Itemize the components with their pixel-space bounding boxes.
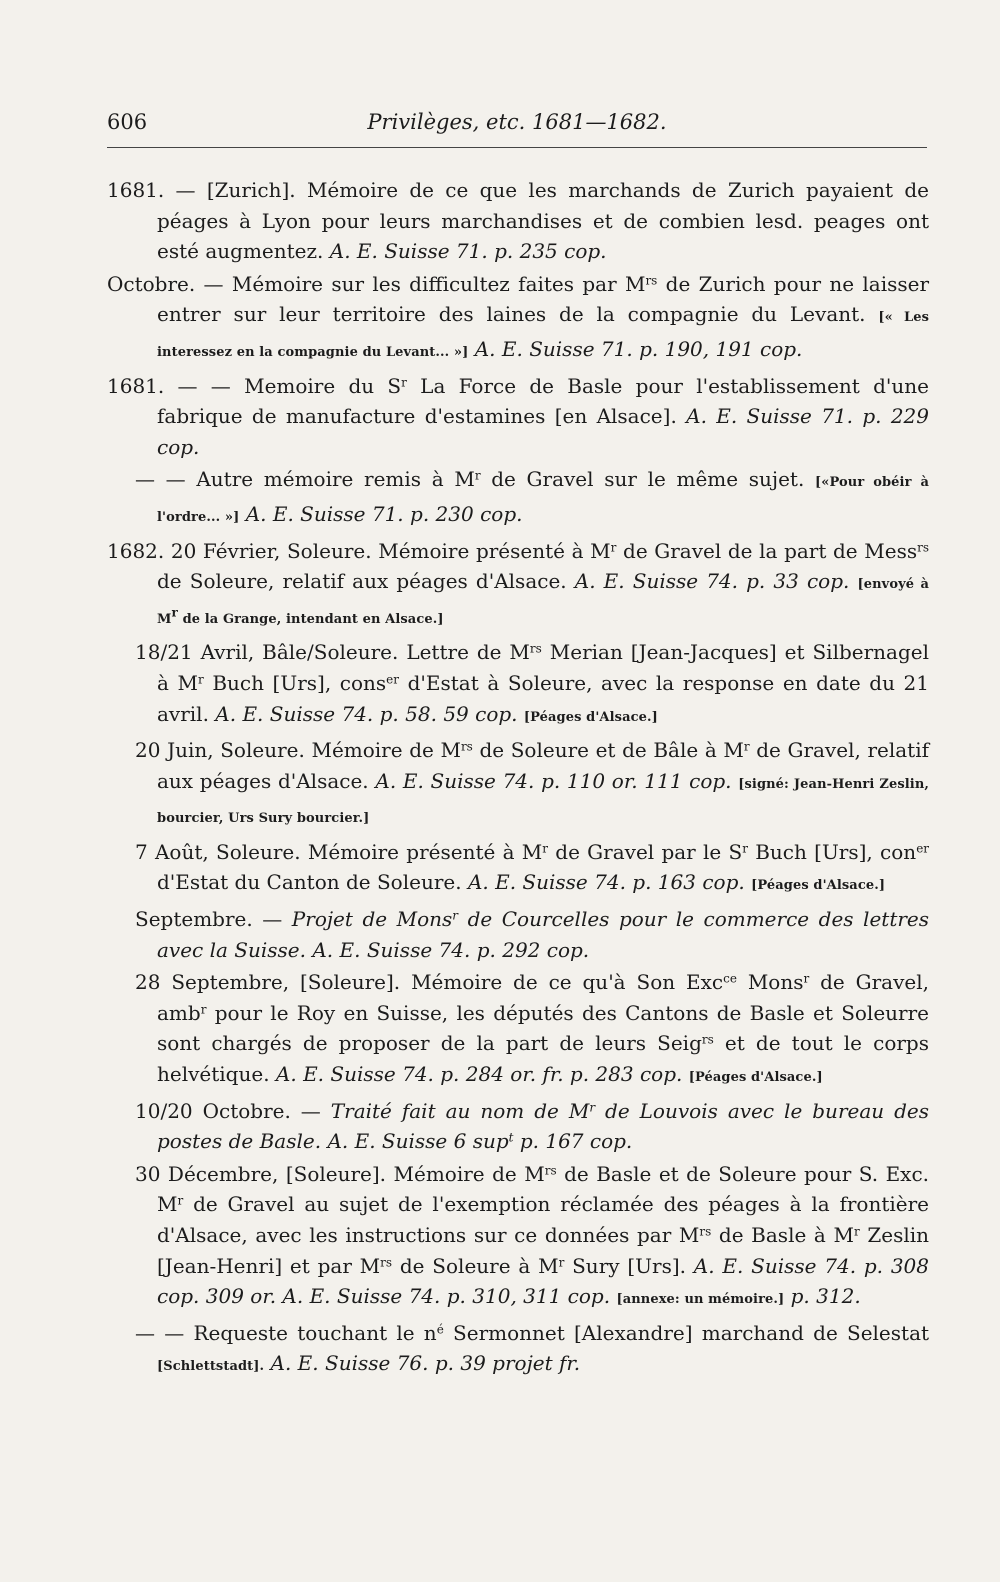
superscript: r [610,539,617,554]
superscript: r [474,468,481,483]
entry-text: de Gravel au sujet de l'exemption réclamée des péages à la frontière d'Alsace, avec les instructions sur ce données par M [157,1192,929,1247]
entry-date: 30 Décembre, [Soleure]. [135,1161,387,1186]
entry-text: de Basle et de Soleure pour S. Exc. M [157,1161,930,1217]
reference-text: A. E. Suisse 6 sup [327,1129,509,1154]
entry-text: Mémoire de ce que les marchands de Zurich payaient de péages à Lyon pour leurs marchandises et de combien lesd. peages ont esté augmentez. [157,178,930,264]
entry-text: Mémoire de M [393,1161,545,1186]
entry-date: 1682. 20 Février, Soleure. [107,538,372,563]
entry-text: de Louvois avec le bureau des postes de Basle. [157,1098,930,1154]
entry-text: Mons [747,970,804,995]
superscript: é [436,1322,444,1337]
archive-reference: A. E. Suisse 71. p. 229 cop. [157,404,929,459]
superscript: r [558,1255,565,1269]
entry-text: d'Estat du Canton de Soleure. [157,870,462,895]
running-title: Privilèges, etc. 1681—1682. [367,110,667,134]
archive-reference: A. E. Suisse 76. p. 39 projet fr. [270,1351,581,1376]
superscript: er [916,841,930,856]
entry-date: — — [135,467,186,492]
superscript: rs [699,1224,712,1239]
entry-text: d'Estat à Soleure, avec la response en date du 21 avril. [157,670,929,726]
superscript: r [742,841,748,856]
entry-text: et de tout le corps helvétique. [157,1031,929,1087]
entry-septembre [107,904,929,965]
archive-reference [327,1129,632,1153]
entry-date: 18/21 Avril, Bâle/Soleure. [135,640,399,665]
superscript: r [200,1002,207,1017]
entry-date: 1681. — [Zurich]. [107,178,296,202]
superscript: er [386,672,400,687]
editorial-note: [Péages d'Alsace.] [523,709,658,725]
archive-reference: A. E. Suisse 74. p. 33 cop. [574,569,850,594]
entry-text: de Soleure et de Bâle à M [479,738,744,763]
superscript: rs [380,1255,393,1269]
editorial-note: [Péages d'Alsace.] [751,878,886,894]
page-number: 606 [107,110,148,134]
entry-text: Zeslin [Jean-Henri] et par M [157,1223,930,1278]
entry-text: Sermonnet [Alexandre] marchand de Selestat [453,1320,930,1345]
archive-reference: A. E. Suisse 74. p. 308 cop. 309 or. A. E. Suisse 74. p. 310, 311 cop. [157,1253,930,1309]
entry-date: Octobre. — [107,271,224,296]
archive-reference: p. 312. [790,1284,861,1309]
archive-reference: A. E. Suisse 71. p. 190, 191 cop. [474,336,803,361]
editorial-note: [signé: Jean-Henri Zeslin, bourcier, Urs Sury bourcier.] [157,776,930,827]
superscript: r [452,908,459,923]
superscript: r [743,739,750,754]
entry-decembre [107,1159,929,1316]
entry-text: Requeste touchant le n [193,1320,437,1345]
superscript: r [803,971,810,986]
superscript: r [401,374,407,389]
entry-text: Buch [Urs], con [755,839,917,864]
superscript: rs [645,273,658,288]
header-rule [107,147,927,148]
archive-reference: A. E. Suisse 74. p. 110 or. 111 cop. [375,768,732,793]
entry-juin [107,735,929,835]
entry-aout [107,837,929,902]
superscript: ce [723,971,737,986]
entry-text: La Force de Basle pour l'establissement d'une fabrique de manufacture d'estamines [en Alsace]. [157,373,930,429]
archive-reference: A. E. Suisse 74. p. 284 or. fr. p. 283 cop. [275,1062,683,1087]
superscript: r [171,605,178,620]
entry-text: de Basle à M [718,1223,854,1247]
editorial-note: [Schlettstadt]. [157,1359,265,1375]
entry-text: de Gravel de la part de Mess [623,538,918,563]
entry-text: Mémoire de M [311,738,461,763]
archive-reference: A. E. Suisse 74. p. 58. 59 cop. [215,701,518,726]
entry-date: — — [135,1320,185,1345]
superscript: r [177,1193,184,1208]
superscript: r [542,841,549,856]
entry-text: Buch [Urs], cons [212,670,387,695]
entry-text: Mémoire de ce qu'à Son Exc [411,970,724,995]
entry-text: Mémoire présenté à M [307,839,543,864]
editorial-note: [annexe: un mémoire.] [616,1292,785,1308]
archive-reference: A. E. Suisse 74. p. 292 cop. [312,937,590,962]
entry-text: de Zurich pour ne laisser entrer sur leur territoire des laines de la compagnie du Levant. [157,271,930,327]
editorial-note: [Péages d'Alsace.] [688,1070,823,1086]
superscript: rs [529,641,542,656]
entry-1681-la-force [107,371,929,463]
editorial-note: [«Pour obéir à l'ordre... »] [157,475,929,525]
entry-text: de Soleure, relatif aux péages d'Alsace. [157,569,567,594]
archive-reference: A. E. Suisse 74. p. 163 cop. [467,870,745,895]
entry-text: pour le Roy en Suisse, les députés des Cantons de Basle et Soleurre sont chargés de proposer de la part de leurs Seig [157,1000,930,1056]
entry-text: Memoire du S [244,373,402,398]
superscript: rs [460,739,473,754]
superscript: r [197,672,204,687]
entry-text: Mémoire sur les difficultez faites par M [231,271,646,296]
entry-text: Autre mémoire remis à M [196,467,475,492]
note-text: [envoyé à M [157,577,930,627]
reference-text: p. 167 cop. [519,1129,633,1154]
superscript: r [853,1224,860,1239]
entry-28-septembre [107,967,929,1093]
entry-text: Mémoire présenté à M [378,538,611,563]
entry-text: Merian [Jean-Jacques] et Silbernagel à M [157,640,930,695]
entry-text: Traité fait au nom de M [330,1098,590,1123]
entry-1682-fevrier [107,536,929,636]
entry-avril [107,637,929,733]
archive-reference: A. E. Suisse 71. p. 230 cop. [245,501,523,526]
entry-date: 7 Août, Soleure. [135,839,301,864]
superscript: r [589,1100,596,1115]
archive-reference: A. E. Suisse 71. p. 235 cop. [329,239,607,264]
entry-text: de Gravel, relatif aux péages d'Alsace. [157,738,929,793]
entry-octobre-1681 [107,269,929,369]
entry-requeste [107,1318,929,1383]
entry-date: 1681. — — [107,373,231,398]
entry-1681-zurich [107,175,929,267]
entry-text: de Gravel sur le même sujet. [491,467,805,492]
entry-date: 20 Juin, Soleure. [135,738,305,763]
superscript: t [508,1130,514,1145]
entry-date: 28 Septembre, [Soleure]. [135,970,401,995]
entry-text: Lettre de M [406,640,530,665]
entry-text: de Courcelles pour le commerce des lettres avec la Suisse. [157,907,930,962]
superscript: rs [701,1032,714,1047]
superscript: rs [917,539,930,554]
entry-date: 10/20 Octobre. — [135,1098,321,1123]
entry-text: de Soleure à M [399,1253,559,1278]
entry-text: de Gravel par le S [555,839,743,864]
entry-octobre-1682 [107,1096,929,1157]
entry-text: de Gravel, amb [157,970,929,1025]
entry-autre-memoire [107,464,929,533]
entries-list [107,175,929,1385]
superscript: rs [544,1163,557,1178]
entry-date: Septembre. — [135,907,283,932]
page-header [107,110,927,138]
entry-text: Sury [Urs]. [572,1253,686,1278]
entry-text: Projet de Mons [291,907,453,932]
editorial-note: [« Les interessez en la compagnie du Levant... »] [157,310,929,360]
note-text: de la Grange, intendant en Alsace.] [182,611,444,627]
